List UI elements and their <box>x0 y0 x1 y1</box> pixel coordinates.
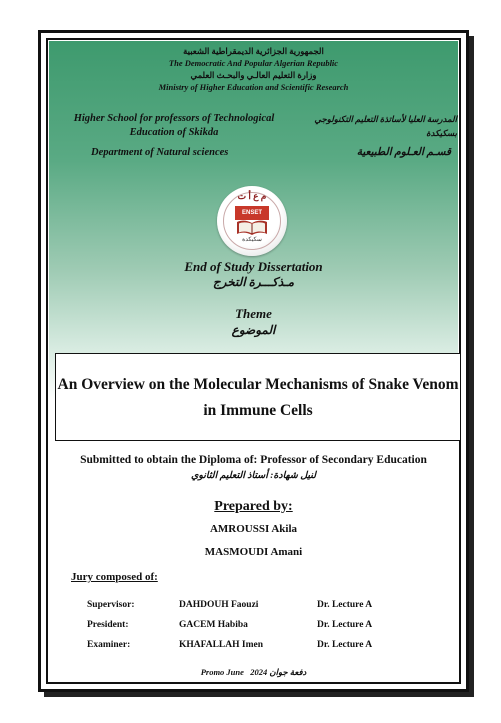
jury-role-president: President: <box>87 620 129 630</box>
school-name-arabic: المدرسة العليا لأساتذة التعليم التكنولوجي بسكيكدة <box>314 114 457 138</box>
promo-arabic: دفعة جوان <box>269 667 307 677</box>
jury-name-examiner: KHAFALLAH Imen <box>179 640 264 650</box>
department-english: Department of Natural sciences <box>91 147 229 158</box>
jury-role-supervisor: Supervisor: <box>87 600 135 610</box>
promo-line <box>49 667 458 678</box>
dissertation-type-english: End of Study Dissertation <box>184 259 323 274</box>
submission-arabic: لنيل شهادة: أستاذ التعليم الثانوي <box>190 471 317 481</box>
promo-year: 2024 <box>250 667 268 677</box>
jury-grade-president: Dr. Lecture A <box>317 620 373 630</box>
author-1: AMROUSSI Akila <box>209 523 298 535</box>
republic-arabic: الجمهورية الجزائرية الديمقراطية الشعبية <box>183 46 324 56</box>
republic-english: The Democratic And Popular Algerian Republic <box>168 58 339 68</box>
logo-badge: ENSET <box>235 206 269 220</box>
jury-grade-supervisor: Dr. Lecture A <box>317 600 373 610</box>
logo-bottom-text: سكيكدة <box>242 237 262 243</box>
author-2: MASMOUDI Amani <box>204 546 303 558</box>
dissertation-type-arabic: مـذكـــرة التخرج <box>212 275 295 289</box>
title-box <box>55 353 461 441</box>
frame-shadow-right <box>469 36 474 696</box>
jury-name-president: GACEM Habiba <box>179 620 248 630</box>
jury-label: Jury composed of: <box>71 571 158 583</box>
ministry-english: Ministry of Higher Education and Scientific Research <box>158 82 349 92</box>
logo-top-text: م ع أ ت <box>237 191 267 201</box>
open-book-icon <box>236 220 268 236</box>
prepared-by-label: Prepared by: <box>214 499 293 514</box>
dissertation-title: An Overview on the Molecular Mechanisms of Snake Venom in Immune Cells <box>57 376 459 419</box>
department-arabic: قسـم العـلوم الطبيعية <box>356 147 451 158</box>
frame-shadow-bottom <box>44 692 474 697</box>
submission-english: Submitted to obtain the Diploma of: Professor of Secondary Education <box>80 454 427 466</box>
jury-role-examiner: Examiner: <box>87 640 131 650</box>
ministry-arabic: وزارة التعليم العالـي والبحـث العلمي <box>190 70 317 80</box>
jury-name-supervisor: DAHDOUH Faouzi <box>179 600 259 610</box>
school-logo <box>217 186 287 256</box>
theme-label-arabic: الموضوع <box>231 323 276 337</box>
cover-page <box>49 41 458 681</box>
promo-english: Promo June <box>200 667 244 677</box>
theme-label-english: Theme <box>235 306 272 321</box>
school-name-english: Higher School for professors of Technological Education of Skikda <box>73 113 275 138</box>
jury-grade-examiner: Dr. Lecture A <box>317 640 373 650</box>
